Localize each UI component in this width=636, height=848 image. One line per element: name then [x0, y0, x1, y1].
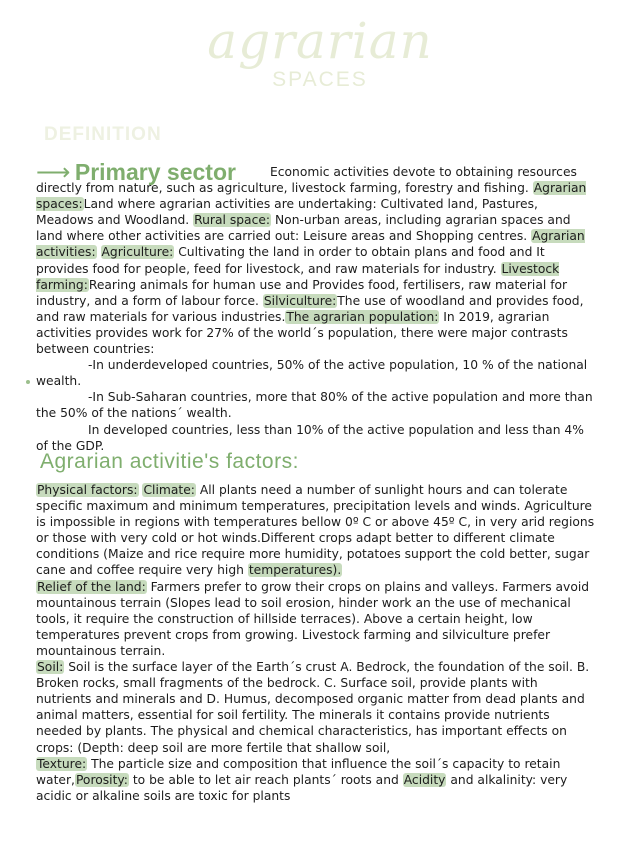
bullet-sub-saharan: -In Sub-Saharan countries, more that 80% of the active population and more than the 50% of the nations´ wealth.: [36, 390, 593, 421]
bullet-underdeveloped: -In underdeveloped countries, 50% of the active population, 10 % of the national wealth.: [36, 358, 588, 389]
page-title: agrarian: [207, 12, 433, 70]
texture-paragraph: [36, 756, 596, 804]
relief-label: Relief of the land:: [37, 579, 146, 594]
agriculture-text: Cultivating the land in order to obtain plans and food and It provides food for people, feed for livestock, and raw materials for industry.: [36, 245, 545, 276]
rural-space-label: Rural space:: [194, 213, 271, 228]
porosity-text: to be able to let air reach plants´ roots and: [132, 772, 399, 787]
agrarian-activities-label: Agrarian activities:: [36, 229, 585, 260]
soil-text: Soil is the surface layer of the Earth´s crust A. Bedrock, the foundation of the soil. B. Broken rocks, small fragments of the bedrock. C. Surface soil, provide plants with nutrients and minerals and D. Humus, decomposed organic matter from dead plants and animal matters, essential for soil fertility. The minerals it contains provide nutrients needed by plants. The physical and chemical characteristics, has important effects on crops: (Depth: deep soil are more fertile that shallow soil,: [36, 660, 590, 755]
agrarian-spaces-text: Land where agrarian activities are undertaking: Cultivated land, Pastures, Meadows and Woodland.: [36, 197, 538, 228]
primary-sector-paragraph: [36, 164, 596, 357]
soil-paragraph: [36, 659, 596, 756]
factors-body: [36, 482, 596, 804]
climate-text: All plants need a number of sunlight hours and can tolerate specific maximum and minimum temperatures, precipitation levels and winds. Agriculture is impossible in regions with temperatures bellow 0º C or above 45º C, in very arid regions or those with very cold or hot winds.Different crops adapt better to different climate conditions (Maize and rice require more humidity, potatoes support the cold better, sugar cane and coffee require very high: [36, 483, 595, 578]
texture-text: The particle size and composition that influence the soil´s capacity to retain water,: [36, 756, 561, 787]
agriculture-label: Agriculture:: [101, 245, 174, 260]
porosity-label: Porosity:: [75, 772, 128, 787]
livestock-label: Livestock farming:: [36, 261, 560, 292]
climate-label: Climate:: [143, 483, 195, 497]
rural-space-text: Non-urban areas, including agrarian spaces and land where other activities are carried out: Leisure areas and Shopping centres.: [36, 213, 571, 244]
silviculture-label: Silviculture:: [263, 293, 337, 308]
agrarian-spaces-label: Agrarian spaces:: [36, 181, 587, 212]
physical-factors-label: Physical factors:: [37, 483, 138, 497]
population-text: In 2019, agrarian activities provides work for 27% of the world´s population, there were major contrasts between countries:: [36, 309, 568, 357]
texture-label: Texture:: [37, 756, 87, 771]
primary-sector-body: [36, 164, 596, 454]
soil-label: Soil:: [37, 660, 64, 675]
arrow-right-icon: ⟶: [36, 159, 71, 186]
livestock-text: Rearing animals for human use and Provides food, fertilisers, raw material for industry, and a form of labour force.: [36, 277, 568, 308]
primary-sector-title: Primary sector: [74, 159, 236, 185]
relief-text: Farmers prefer to grow their crops on plains and valleys. Farmers avoid mountainous terrain (Slopes lead to soil erosion, hinder work an the use of mechanical tools, it require the construction of hillside terraces). Above a certain height, low temperatures prevent crops from growing. Livestock farming and silviculture prefer mountainous terrain.: [36, 579, 590, 658]
bullet-dot: [26, 380, 30, 384]
acidity-label: Acidity: [403, 772, 446, 787]
climate-paragraph: [36, 482, 596, 579]
bullet-developed: In developed countries, less than 10% of the active population and less than 4% of the GDP.: [36, 422, 584, 453]
acidity-text: and alkalinity: very acidic or alkaline soils are toxic for plants: [36, 772, 568, 803]
population-label: The agrarian population:: [286, 309, 439, 324]
factors-heading: Agrarian activitie's factors:: [40, 450, 299, 473]
primary-intro: Economic activities devote to obtaining resources directly from nature, such as agriculture, livestock farming, forestry and fishing.: [36, 165, 577, 196]
silviculture-text: The use of woodland and provides food, and raw materials for various industries.: [36, 293, 584, 324]
relief-paragraph: [36, 579, 596, 659]
temperatures-label: temperatures).: [248, 563, 342, 578]
page-subtitle: SPACES: [272, 68, 368, 91]
definition-label: DEFINITION: [44, 124, 162, 145]
